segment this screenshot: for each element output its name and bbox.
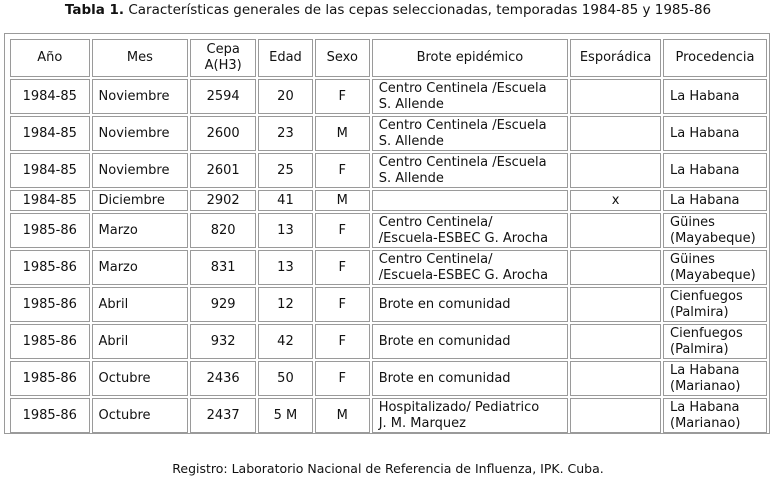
cell-outbreak-text: /Escuela-ESBEC G. Arocha	[378, 267, 549, 283]
cell-month-text: Noviembre	[98, 88, 170, 104]
cell-origin-text: (Marianao)	[670, 415, 741, 431]
header-row	[10, 39, 767, 77]
cell-origin	[663, 116, 767, 151]
cell-age-text: 42	[277, 333, 294, 349]
cell-age-text: 23	[277, 125, 294, 141]
cell-age-text: 41	[277, 192, 294, 208]
cell-month-text: Noviembre	[98, 125, 170, 141]
cell-outbreak-text: /Escuela-ESBEC G. Arocha	[378, 230, 549, 246]
cell-year-text: 1984-85	[22, 192, 77, 208]
cell-origin-text: Cienfuegos	[670, 325, 743, 341]
cell-month	[92, 361, 189, 396]
table-row	[10, 361, 767, 396]
cell-age	[258, 250, 313, 285]
cell-sporadic-text: x	[611, 192, 620, 208]
cell-strain	[190, 398, 256, 433]
cell-origin-text: Güines	[670, 251, 715, 267]
cell-year	[10, 398, 90, 433]
cell-month-text: Marzo	[98, 222, 138, 238]
cell-month-text: Abril	[98, 296, 129, 312]
cell-origin	[663, 79, 767, 114]
cell-origin-text: La Habana	[670, 125, 740, 141]
cell-age-text: 20	[277, 88, 294, 104]
cell-outbreak	[372, 250, 568, 285]
cell-outbreak-text: Brote en comunidad	[378, 370, 511, 386]
cell-age	[258, 79, 313, 114]
cell-strain	[190, 79, 256, 114]
cell-month	[92, 398, 189, 433]
cell-sporadic	[570, 116, 661, 151]
cell-year	[10, 287, 90, 322]
cell-age-text: 5 M	[273, 407, 298, 423]
cell-origin-text: La Habana	[670, 88, 740, 104]
header-age: Edad	[258, 39, 313, 77]
header-year: Año	[10, 39, 90, 77]
table-frame	[4, 33, 770, 434]
cell-outbreak-text: Brote en comunidad	[378, 296, 511, 312]
cell-outbreak	[372, 398, 568, 433]
cell-month	[92, 190, 189, 211]
cell-sex	[315, 398, 370, 433]
cell-outbreak	[372, 190, 568, 211]
cell-month-text: Noviembre	[98, 162, 170, 178]
cell-age	[258, 213, 313, 248]
cell-year-text: 1985-86	[22, 259, 77, 275]
cell-origin-text: (Marianao)	[670, 378, 741, 394]
cell-sex-text: F	[338, 162, 347, 178]
cell-age	[258, 361, 313, 396]
table-row	[10, 153, 767, 188]
cell-month	[92, 250, 189, 285]
cell-strain-text: 2600	[206, 125, 240, 141]
cell-sex	[315, 79, 370, 114]
cell-strain-text: 2601	[206, 162, 240, 178]
cell-outbreak-text: Centro Centinela/	[378, 214, 493, 230]
caption-label: Tabla 1.	[64, 2, 125, 18]
cell-origin-text: (Mayabeque)	[670, 230, 756, 246]
header-outbreak: Brote epidémico	[372, 39, 568, 77]
cell-outbreak-text: Centro Centinela /Escuela	[378, 80, 547, 96]
cell-year	[10, 153, 90, 188]
cell-month	[92, 287, 189, 322]
cell-strain-text: 2436	[206, 370, 240, 386]
cell-sex	[315, 213, 370, 248]
cell-year-text: 1985-86	[22, 333, 77, 349]
cell-age-text: 13	[277, 259, 294, 275]
cell-outbreak-text: J. M. Marquez	[378, 415, 466, 431]
cell-sex-text: F	[338, 370, 347, 386]
cell-outbreak-text: S. Allende	[378, 133, 444, 149]
cell-origin-text: Güines	[670, 214, 715, 230]
header-sex: Sexo	[315, 39, 370, 77]
cell-age-text: 13	[277, 222, 294, 238]
cell-year	[10, 190, 90, 211]
cell-year	[10, 324, 90, 359]
cell-sporadic	[570, 190, 661, 211]
cell-outbreak-text: Hospitalizado/ Pediatrico	[378, 399, 540, 415]
table-row	[10, 398, 767, 433]
cell-year-text: 1984-85	[22, 162, 77, 178]
cell-year	[10, 79, 90, 114]
cell-outbreak-text: S. Allende	[378, 170, 444, 186]
cell-sporadic	[570, 250, 661, 285]
cell-strain-text: 929	[210, 296, 236, 312]
table-caption	[0, 2, 776, 18]
cell-age	[258, 116, 313, 151]
cell-origin-text: La Habana	[670, 399, 740, 415]
table-row	[10, 190, 767, 211]
cell-origin	[663, 153, 767, 188]
cell-month-text: Diciembre	[98, 192, 165, 208]
source-note: Registro: Laboratorio Nacional de Referencia de Influenza, IPK. Cuba.	[172, 461, 604, 476]
cell-strain	[190, 250, 256, 285]
cell-sporadic	[570, 153, 661, 188]
cell-strain	[190, 190, 256, 211]
cell-year	[10, 116, 90, 151]
cell-sex	[315, 324, 370, 359]
cell-year-text: 1985-86	[22, 407, 77, 423]
cell-month-text: Octubre	[98, 370, 151, 386]
cell-sporadic	[570, 324, 661, 359]
cell-origin-text: La Habana	[670, 162, 740, 178]
cell-month	[92, 153, 189, 188]
cell-year-text: 1985-86	[22, 222, 77, 238]
table-body	[10, 79, 767, 433]
cell-age	[258, 287, 313, 322]
cell-origin	[663, 213, 767, 248]
cell-origin	[663, 324, 767, 359]
cell-age	[258, 153, 313, 188]
cell-outbreak-text: S. Allende	[378, 96, 444, 112]
cell-month	[92, 213, 189, 248]
cell-year	[10, 361, 90, 396]
cell-sporadic	[570, 361, 661, 396]
cell-sex	[315, 190, 370, 211]
cell-sex-text: F	[338, 259, 347, 275]
cell-sporadic	[570, 213, 661, 248]
cell-outbreak	[372, 287, 568, 322]
cell-sex-text: F	[338, 333, 347, 349]
header-origin: Procedencia	[663, 39, 767, 77]
cell-sporadic	[570, 398, 661, 433]
cell-year	[10, 213, 90, 248]
cell-month	[92, 324, 189, 359]
cell-origin-text: (Palmira)	[670, 341, 729, 357]
cell-sex-text: F	[338, 296, 347, 312]
strains-table	[8, 37, 769, 435]
cell-origin	[663, 190, 767, 211]
cell-outbreak	[372, 213, 568, 248]
cell-sporadic	[570, 287, 661, 322]
cell-strain	[190, 213, 256, 248]
cell-outbreak	[372, 324, 568, 359]
cell-strain-text: 831	[210, 259, 236, 275]
table-row	[10, 324, 767, 359]
cell-age	[258, 324, 313, 359]
cell-strain	[190, 287, 256, 322]
table-row	[10, 213, 767, 248]
caption-text: Características generales de las cepas seleccionadas, temporadas 1984-85 y 1985-86	[128, 2, 712, 18]
cell-strain-text: 820	[210, 222, 236, 238]
cell-outbreak	[372, 361, 568, 396]
table-row	[10, 116, 767, 151]
cell-sex	[315, 250, 370, 285]
header-strain-line1: Cepa	[206, 42, 240, 57]
cell-sporadic	[570, 79, 661, 114]
cell-age	[258, 190, 313, 211]
cell-age-text: 12	[277, 296, 294, 312]
cell-outbreak-text: Centro Centinela /Escuela	[378, 154, 547, 170]
cell-outbreak	[372, 116, 568, 151]
cell-sex-text: M	[336, 407, 348, 423]
cell-age-text: 50	[277, 370, 294, 386]
cell-sex-text: F	[338, 88, 347, 104]
cell-outbreak-text: Centro Centinela/	[378, 251, 493, 267]
cell-sex-text: M	[336, 192, 348, 208]
cell-origin-text: La Habana	[670, 192, 740, 208]
cell-year-text: 1985-86	[22, 370, 77, 386]
cell-origin-text: (Mayabeque)	[670, 267, 756, 283]
header-strain	[190, 39, 256, 77]
cell-month	[92, 116, 189, 151]
cell-sex-text: F	[338, 222, 347, 238]
cell-origin	[663, 398, 767, 433]
header-strain-line2: A(H3)	[204, 58, 242, 73]
header-sporadic: Esporádica	[570, 39, 661, 77]
cell-strain	[190, 116, 256, 151]
cell-outbreak-text: Brote en comunidad	[378, 333, 511, 349]
cell-strain	[190, 324, 256, 359]
cell-sex	[315, 116, 370, 151]
cell-age-text: 25	[277, 162, 294, 178]
cell-outbreak-text: Centro Centinela /Escuela	[378, 117, 547, 133]
cell-year-text: 1984-85	[22, 88, 77, 104]
cell-strain-text: 932	[210, 333, 236, 349]
cell-year-text: 1985-86	[22, 296, 77, 312]
cell-month-text: Marzo	[98, 259, 138, 275]
cell-origin-text: Cienfuegos	[670, 288, 743, 304]
cell-sex	[315, 287, 370, 322]
table-row	[10, 79, 767, 114]
cell-year	[10, 250, 90, 285]
cell-origin	[663, 287, 767, 322]
cell-strain-text: 2594	[206, 88, 240, 104]
cell-origin	[663, 361, 767, 396]
cell-strain-text: 2437	[206, 407, 240, 423]
cell-sex	[315, 361, 370, 396]
cell-month	[92, 79, 189, 114]
cell-year-text: 1984-85	[22, 125, 77, 141]
cell-outbreak	[372, 153, 568, 188]
cell-strain	[190, 153, 256, 188]
cell-month-text: Octubre	[98, 407, 151, 423]
cell-sex	[315, 153, 370, 188]
table-row	[10, 287, 767, 322]
table-row	[10, 250, 767, 285]
cell-strain-text: 2902	[206, 192, 240, 208]
header-month: Mes	[92, 39, 189, 77]
cell-sex-text: M	[336, 125, 348, 141]
cell-origin-text: (Palmira)	[670, 304, 729, 320]
cell-age	[258, 398, 313, 433]
cell-outbreak	[372, 79, 568, 114]
cell-strain	[190, 361, 256, 396]
cell-origin	[663, 250, 767, 285]
cell-month-text: Abril	[98, 333, 129, 349]
cell-origin-text: La Habana	[670, 362, 740, 378]
